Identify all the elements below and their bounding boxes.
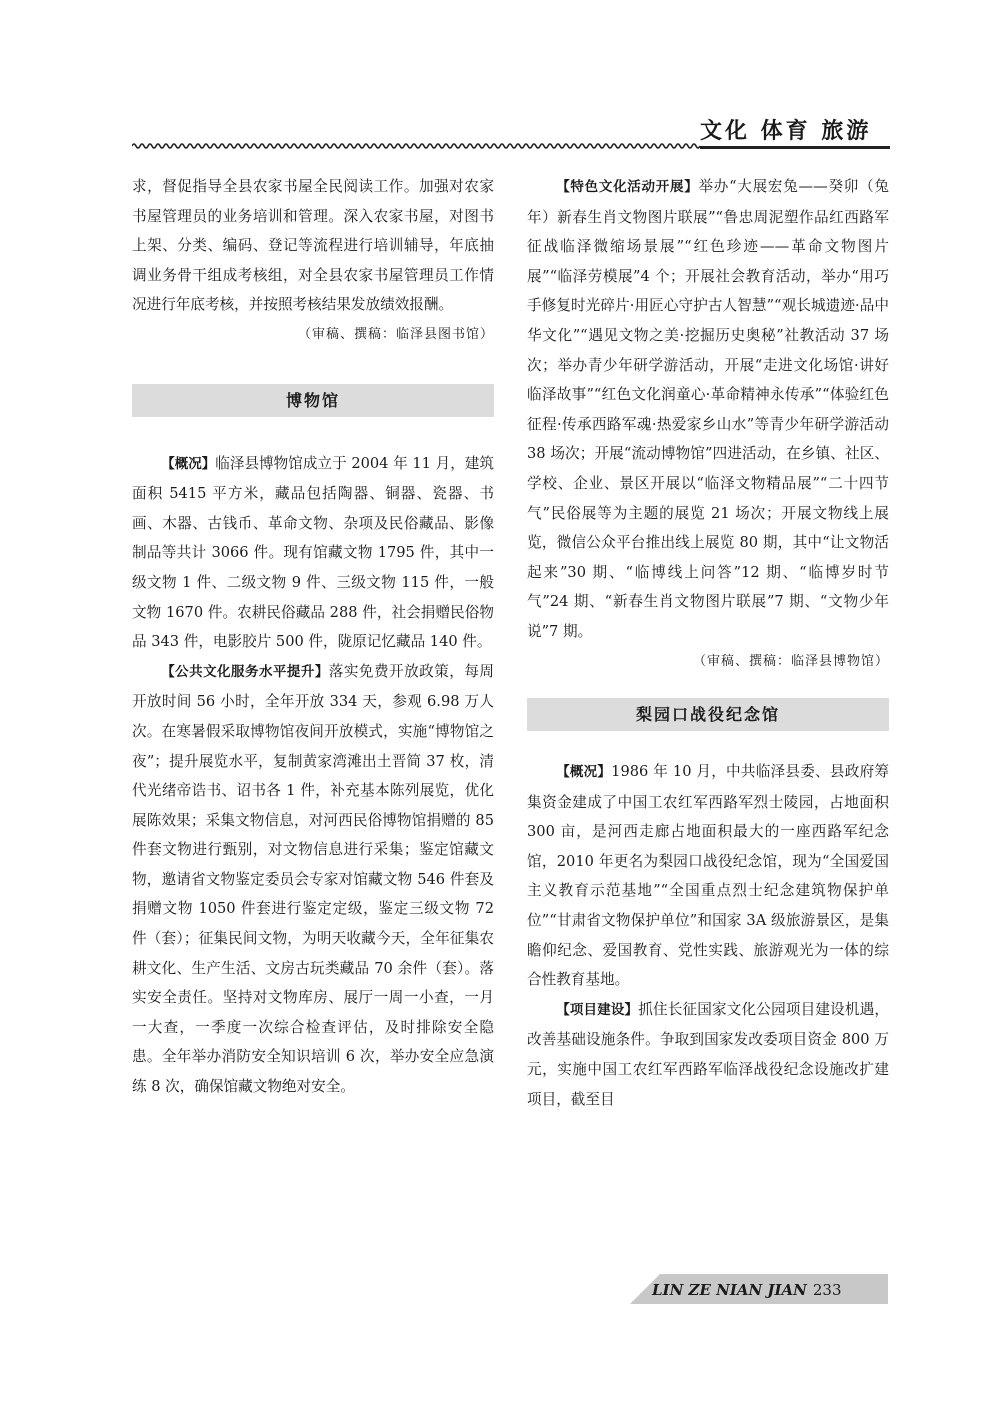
liyuankou-overview-tag: 【概况】 bbox=[556, 764, 612, 781]
museum-activities-paragraph: 【特色文化活动开展】举办“大展宏兔——癸卯（兔年）新春生肖文物图片联展”“鲁忠周泥塑作品红西路军征战临泽微缩场景展”“红色珍迹——革命文物图片展”“临泽劳模展”4 个；开展社会教育活动，举办“用巧手修复时光碎片·用匠心守护古人智慧”“观长城遗迹·品中华文化”“遇见文物之美·挖掘历史奥秘”社教活动 37 场次；举办青少年研学游活动，开展“走进文化场馆·讲好临泽故事”“红色文化润童心·革命精神永传承”“体验红色征程·传承西路军魂·热爱家乡山水”等青少年研学游活动 38 场次；开展“流动博物馆”四进活动，在乡镇、社区、学校、企业、景区开展以“临泽文物精品展”“二十四节气”民俗展等为主题的展览 21 场次；开展文物线上展览，微信公众平台推出线上展览 80 期，其中“让文物活起来”30 期、“临博线上问答”12 期、“临博岁时节气”24 期、“新春生肖文物图片联展”7 期、“文物少年说”7 期。 bbox=[527, 178, 889, 640]
header-section-title: 文化 体育 旅游 bbox=[700, 119, 872, 144]
header-decorative-wave-line bbox=[132, 141, 700, 151]
library-source-note: （审稿、撰稿：临泽县图书馆） bbox=[297, 326, 494, 342]
left-column bbox=[132, 172, 494, 1102]
museum-overview-tag: 【概况】 bbox=[161, 455, 216, 472]
museum-activities-tag: 【特色文化活动开展】 bbox=[556, 179, 699, 195]
liyuankou-section-heading: 梨园口战役纪念馆 bbox=[527, 698, 889, 731]
liyuankou-overview-paragraph: 【概况】1986 年 10 月，中共临泽县委、县政府筹集资金建成了中国工农红军西路军烈士陵园，占地面积 300 亩，是河西走廊占地面积最大的一座西路军纪念馆，2010 年更名为梨园口战役纪念馆，现为“全国爱国主义教育示范基地”“全国重点烈士纪念建筑物保护单位”“甘肃省文物保护单位”和国家 3A 级旅游景区，是集瞻仰纪念、爱国教育、党性实践、旅游观光为一体的综合性教育基地。 bbox=[527, 763, 889, 989]
library-paragraph-end: 求，督促指导全县农家书屋全民阅读工作。加强对农家书屋管理员的业务培训和管理。深入农家书屋，对图书上架、分类、编码、登记等流程进行培训辅导，年底抽调业务骨干组成考核组，对全县农家书屋管理员工作情况进行年底考核，并按照考核结果发放绩效报酬。 bbox=[132, 178, 494, 314]
liyuankou-project-paragraph: 【项目建设】抓住长征国家文化公园项目建设机遇，改善基础设施条件。争取到国家发改委项目资金 800 万元，实施中国工农红军西路军临泽战役纪念设施改扩建项目，截至目 bbox=[527, 1000, 889, 1108]
museum-section-heading: 博物馆 bbox=[132, 384, 494, 417]
page-number: 233 bbox=[812, 1281, 842, 1299]
footer bbox=[652, 1276, 842, 1304]
museum-public-service-paragraph: 【公共文化服务水平提升】落实免费开放政策，每周开放时间 56 小时，全年开放 334 天，参观 6.98 万人次。在寒暑假采取博物馆夜间开放模式，实施“博物馆之夜”；提升展览水平，复制黄家湾滩出土晋简 37 枚，清代光绪帝诰书、诏书各 1 件，补充基本陈列展览，优化展陈效果；采集文物信息，对河西民俗博物馆捐赠的 85 件套文物进行甄别，对文物信息进行采集；鉴定馆藏文物，邀请省文物鉴定委员会专家对馆藏文物 546 件套及捐赠文物 1050 件套进行鉴定定级，鉴定三级文物 72 件（套）；征集民间文物，为明天收藏今天，全年征集农耕文化、生产生活、文房古玩类藏品 70 余件（套）。落实安全责任。坚持对文物库房、展厅一周一小查，一月一大查，一季度一次综合检查评估，及时排除安全隐患。全年举办消防安全知识培训 6 次，举办安全应急演练 8 次，确保馆藏文物绝对安全。 bbox=[132, 662, 494, 1096]
liyuankou-project-tag: 【项目建设】 bbox=[556, 1001, 639, 1018]
footer-journal-name: LIN ZE NIAN JIAN bbox=[652, 1281, 807, 1299]
museum-public-service-tag: 【公共文化服务水平提升】 bbox=[161, 663, 329, 680]
museum-overview-paragraph: 【概况】临泽县博物馆成立于 2004 年 11 月，建筑面积 5415 平方米，藏品包括陶器、铜器、瓷器、书画、木器、古钱币、革命文物、杂项及民俗藏品、影像制品等共计 3066 件。现有馆藏文物 1795 件，其中一级文物 1 件、二级文物 9 件、三级文物 115 件，一般文物 1670 件。农耕民俗藏品 288 件，社会捐赠民俗物品 343 件，电影胶片 500 件，陇原记忆藏品 140 件。 bbox=[132, 454, 494, 651]
right-column bbox=[527, 172, 889, 1114]
museum-source-note: （审稿、撰稿：临泽县博物馆） bbox=[692, 653, 889, 669]
header-rule bbox=[700, 146, 890, 149]
